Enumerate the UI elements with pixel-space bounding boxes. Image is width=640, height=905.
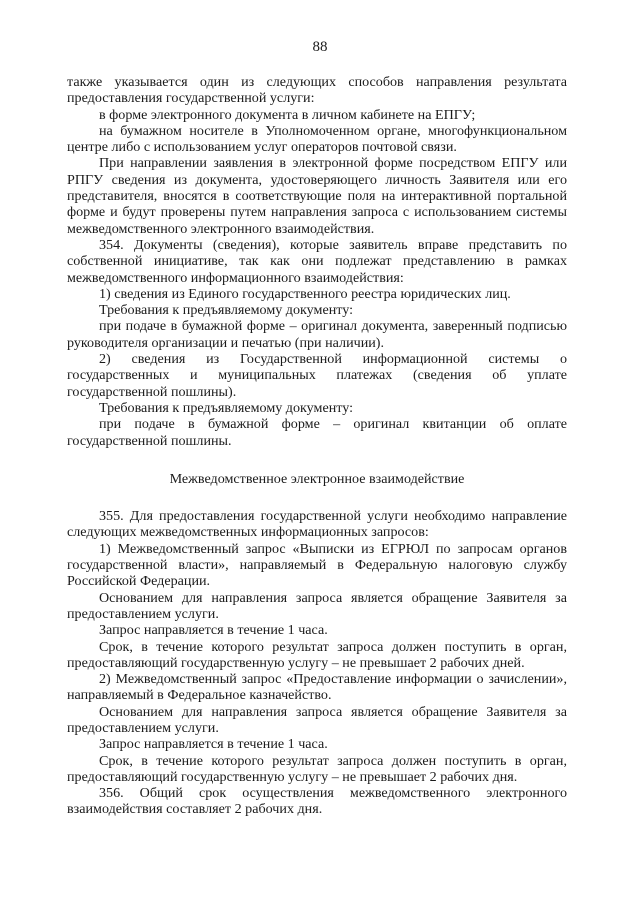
paragraph: 1) сведения из Единого государственного реестра юридических лиц. <box>99 285 511 302</box>
page-number: 88 <box>312 39 328 55</box>
paragraph: при подаче в бумажной форме – оригинал документа, заверенный подписью руководителя организации и печатью (при наличии). <box>67 318 567 351</box>
paragraph: При направлении заявления в электронной форме посредством ЕПГУ или РПГУ сведения из документа, удостоверяющего личность Заявителя или его представителя, вносятся в соответствующие поля на интерактивной портальной форме и будут проверены путем направления запроса с использованием системы межведомственного электронного взаимодействия. <box>67 155 567 237</box>
paragraph: 355. Для предоставления государственной услуги необходимо направление следующих межведомственных информационных запросов: <box>67 508 567 541</box>
paragraph: 2) Межведомственный запрос «Предоставление информации о зачислении», направляемый в Федеральное казначейство. <box>67 671 567 704</box>
paragraph: 356. Общий срок осуществления межведомственного электронного взаимодействия составляет 2 рабочих дня. <box>67 785 567 818</box>
paragraph: Запрос направляется в течение 1 часа. <box>99 622 328 639</box>
paragraph: 2) сведения из Государственной информационной системы о государственных и муниципальных платежах (сведения об уплате государственной пошлины). <box>67 351 567 400</box>
document-body <box>67 74 567 818</box>
paragraph: Запрос направляется в течение 1 часа. <box>99 736 328 753</box>
paragraph: на бумажном носителе в Уполномоченном органе, многофункциональном центре либо с использованием услуг операторов почтовой связи. <box>67 122 567 156</box>
paragraph: 354. Документы (сведения), которые заявитель вправе представить по собственной инициативе, так как они подлежат представлению в рамках межведомственного информационного взаимодействия: <box>67 236 567 286</box>
paragraph: Срок, в течение которого результат запроса должен поступить в орган, предоставляющий государственную услугу – не превышает 2 рабочих дней. <box>67 638 567 671</box>
paragraph: Основанием для направления запроса является обращение Заявителя за предоставлением услуги. <box>67 589 567 622</box>
paragraph: также указывается один из следующих способов направления результата предоставления государственной услуги: <box>67 74 567 107</box>
paragraph: Требования к предъявляемому документу: <box>99 302 353 319</box>
paragraph: 1) Межведомственный запрос «Выписки из ЕГРЮЛ по запросам органов государственной власти», направляемый в Федеральную налоговую службу Российской Федерации. <box>67 540 567 590</box>
paragraph: Требования к предъявляемому документу: <box>99 399 353 416</box>
section-heading: Межведомственное электронное взаимодействие <box>169 470 465 487</box>
paragraph: в форме электронного документа в личном кабинете на ЕПГУ; <box>99 106 476 123</box>
paragraph: при подаче в бумажной форме – оригинал квитанции об оплате государственной пошлины. <box>67 416 567 449</box>
paragraph: Срок, в течение которого результат запроса должен поступить в орган, предоставляющий государственную услугу – не превышает 2 рабочих дня. <box>67 752 567 785</box>
paragraph: Основанием для направления запроса является обращение Заявителя за предоставлением услуги. <box>67 703 567 736</box>
